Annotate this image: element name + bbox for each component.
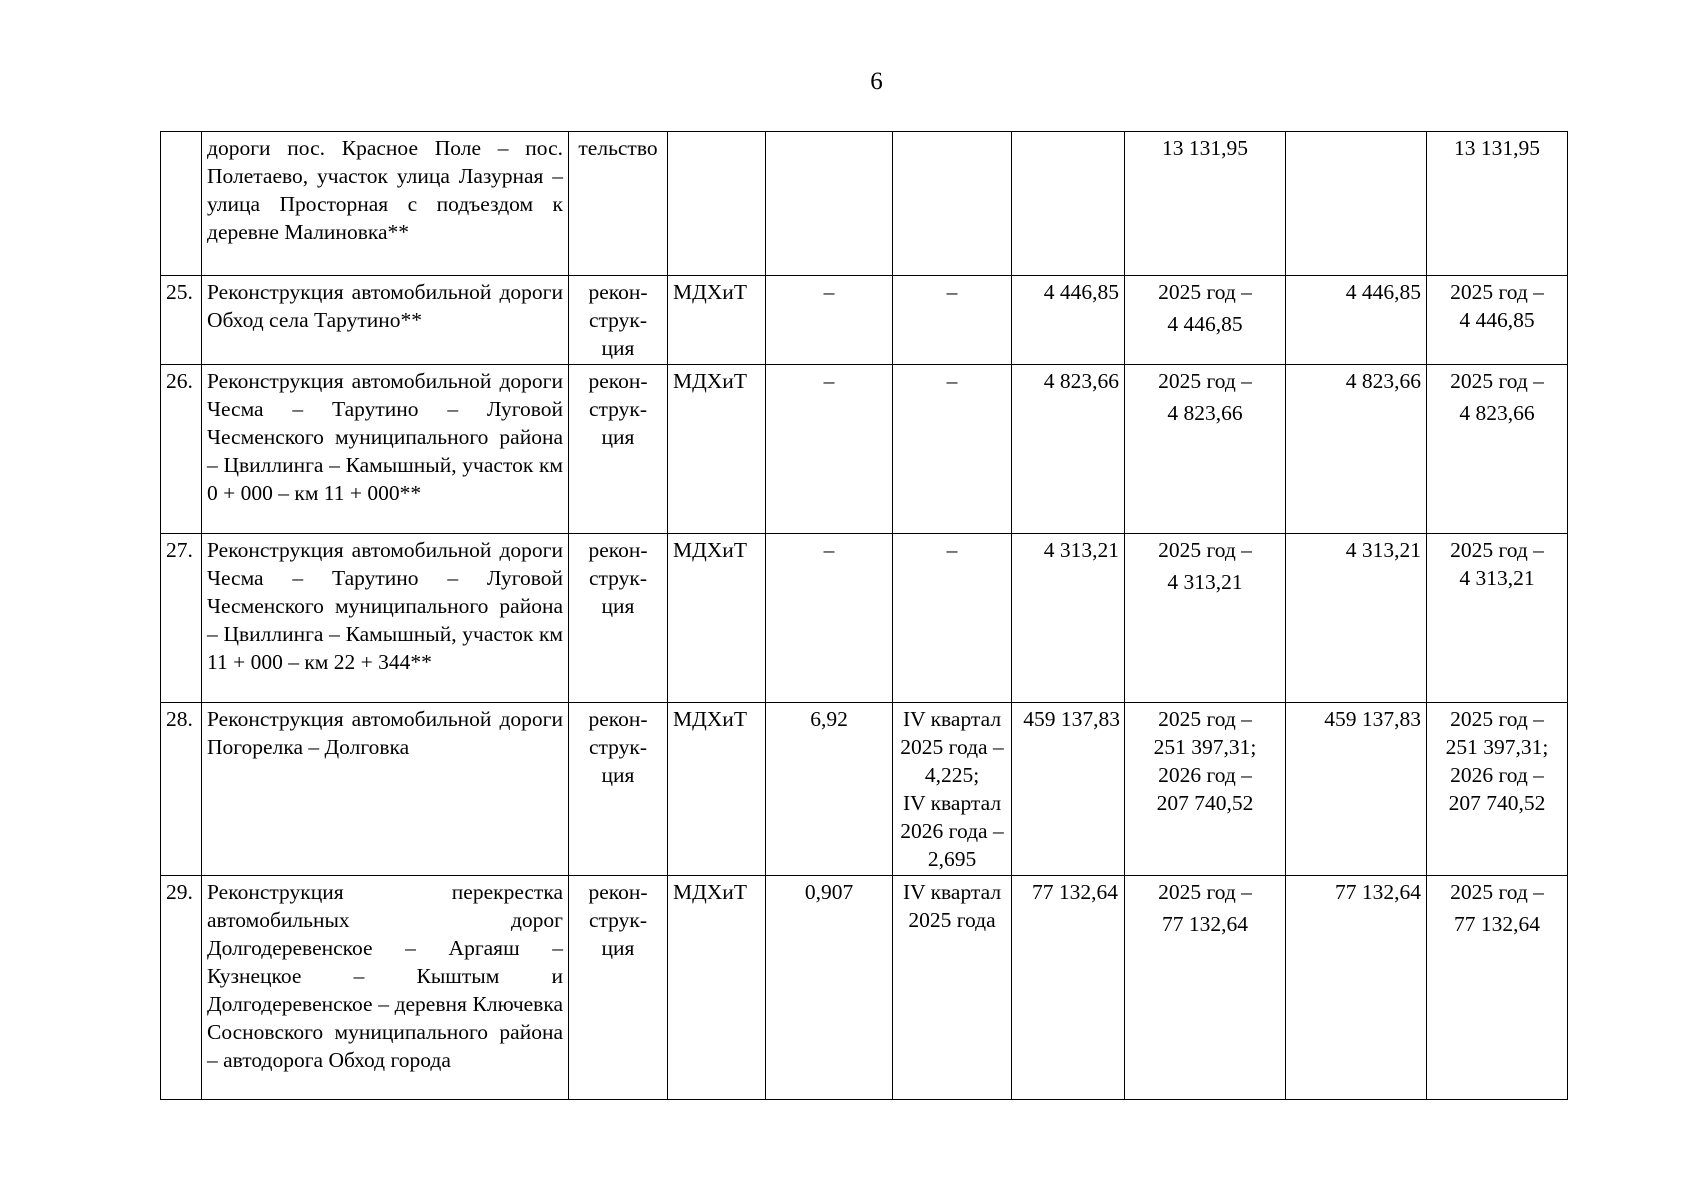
total-funding: 459 137,83: [1286, 703, 1427, 876]
planned-funding: [1125, 276, 1286, 365]
work-type-line: струк-: [588, 308, 648, 332]
row-number: 26.: [161, 365, 202, 534]
work-type-line: рекон-: [588, 369, 648, 393]
financing-line: 4 823,66: [1459, 401, 1535, 425]
estimated-cost: 4 446,85: [1012, 276, 1125, 365]
object-name: Реконструкция автомобильной дороги Погорелка – Долговка: [202, 703, 569, 876]
financing-line: 2025 год –: [1450, 369, 1544, 393]
work-type: [569, 365, 668, 534]
object-name: Реконструкция автомобильной дороги Обход села Тарутино**: [202, 276, 569, 365]
planned-funding-line: 77 132,64: [1162, 912, 1248, 936]
responsible-org: МДХиТ: [668, 276, 766, 365]
total-funding: [1286, 132, 1427, 276]
total-funding: 4 446,85: [1286, 276, 1427, 365]
financing-by-year: [1427, 876, 1568, 1100]
financing-by-year: [1427, 534, 1568, 703]
planned-funding-line: 251 397,31;: [1153, 735, 1257, 759]
total-funding: 4 823,66: [1286, 365, 1427, 534]
financing-by-year: [1427, 276, 1568, 365]
completion-term: –: [893, 534, 1012, 703]
responsible-org: МДХиТ: [668, 365, 766, 534]
work-type-line: струк-: [588, 397, 648, 421]
planned-funding-line: 2025 год –: [1158, 369, 1252, 393]
work-type-line: струк-: [588, 735, 648, 759]
financing-line: 2025 год –: [1450, 707, 1544, 731]
planned-funding-line: 4 823,66: [1167, 401, 1243, 425]
work-type-line: ция: [601, 594, 635, 618]
completion-term-line: 2025 года –: [900, 735, 1004, 759]
road-length: 6,92: [766, 703, 893, 876]
work-type-line: ция: [601, 425, 635, 449]
responsible-org: МДХиТ: [668, 703, 766, 876]
road-length: –: [766, 276, 893, 365]
estimated-cost: [1012, 132, 1125, 276]
completion-term: –: [893, 276, 1012, 365]
work-type: [569, 534, 668, 703]
responsible-org: [668, 132, 766, 276]
financing-line: 4 313,21: [1459, 566, 1535, 590]
work-type: [569, 876, 668, 1100]
completion-term-line: 2026 года –: [900, 819, 1004, 843]
planned-funding-line: 4 446,85: [1167, 312, 1243, 336]
completion-term: [893, 876, 1012, 1100]
table-row: [161, 365, 1568, 534]
work-type-line: рекон-: [588, 880, 648, 904]
responsible-org: МДХиТ: [668, 534, 766, 703]
financing-line: 2026 год –: [1450, 763, 1544, 787]
planned-funding: [1125, 703, 1286, 876]
road-length: –: [766, 365, 893, 534]
work-type-line: рекон-: [588, 707, 648, 731]
completion-term-line: 4,225;: [924, 763, 980, 787]
completion-term-line: 2025 года: [908, 908, 996, 932]
financing-by-year: [1427, 132, 1568, 276]
planned-funding: [1125, 876, 1286, 1100]
work-type-line: рекон-: [588, 538, 648, 562]
table-row: [161, 534, 1568, 703]
planned-funding: [1125, 534, 1286, 703]
row-number: 28.: [161, 703, 202, 876]
financing-line: 4 446,85: [1459, 308, 1535, 332]
object-name: Реконструкция автомобильной дороги Чесма – Тарутино – Луговой Чесменского муниципального района – Цвиллинга – Камышный, участок км 0 + 000 – км 11 + 000**: [202, 365, 569, 534]
object-name: Реконструкция автомобильной дороги Чесма – Тарутино – Луговой Чесменского муниципального района – Цвиллинга – Камышный, участок км 11 + 000 – км 22 + 344**: [202, 534, 569, 703]
road-length: –: [766, 534, 893, 703]
financing-line: 13 131,95: [1454, 136, 1540, 160]
financing-line: 2025 год –: [1450, 280, 1544, 304]
planned-funding: [1125, 132, 1286, 276]
completion-term-line: IV квартал: [902, 707, 1002, 731]
work-type: [569, 276, 668, 365]
work-type-line: ция: [601, 936, 635, 960]
planned-funding-line: 2025 год –: [1158, 538, 1252, 562]
estimated-cost: 77 132,64: [1012, 876, 1125, 1100]
table-row: [161, 132, 1568, 276]
completion-term: [893, 703, 1012, 876]
row-number: 29.: [161, 876, 202, 1100]
object-name: Реконструкция перекрестка автомобильных дорог Долгодеревенское – Аргаяш – Кузнецкое – Кыштым и Долгодеревенское – деревня Ключевка Сосновского муниципального района – автодорога Обход города: [202, 876, 569, 1100]
road-length: [766, 132, 893, 276]
road-length: 0,907: [766, 876, 893, 1100]
financing-line: 77 132,64: [1454, 912, 1540, 936]
estimated-cost: 459 137,83: [1012, 703, 1125, 876]
completion-term-line: IV квартал: [902, 791, 1002, 815]
work-type-line: ция: [601, 763, 635, 787]
responsible-org: МДХиТ: [668, 876, 766, 1100]
planned-funding-line: 2025 год –: [1158, 707, 1252, 731]
financing-by-year: [1427, 703, 1568, 876]
table-row: [161, 876, 1568, 1100]
planned-funding-line: 207 740,52: [1156, 791, 1254, 815]
completion-term: –: [893, 365, 1012, 534]
work-type-line: струк-: [588, 566, 648, 590]
work-type-line: ция: [601, 336, 635, 360]
work-type-line: рекон-: [588, 280, 648, 304]
planned-funding-line: 13 131,95: [1162, 136, 1248, 160]
financing-by-year: [1427, 365, 1568, 534]
planned-funding-line: 2025 год –: [1158, 880, 1252, 904]
objects-table: [160, 131, 1568, 1100]
planned-funding-line: 4 313,21: [1167, 570, 1243, 594]
table-row: [161, 703, 1568, 876]
estimated-cost: 4 823,66: [1012, 365, 1125, 534]
completion-term: [893, 132, 1012, 276]
total-funding: 4 313,21: [1286, 534, 1427, 703]
completion-term-line: IV квартал: [902, 880, 1002, 904]
completion-term-line: 2,695: [927, 847, 977, 871]
row-number: 25.: [161, 276, 202, 365]
object-name: дороги пос. Красное Поле – пос. Полетаево, участок улица Лазурная – улица Просторная с подъездом к деревне Малиновка**: [202, 132, 569, 276]
estimated-cost: 4 313,21: [1012, 534, 1125, 703]
row-number: [161, 132, 202, 276]
planned-funding: [1125, 365, 1286, 534]
work-type: тельство: [569, 132, 668, 276]
planned-funding-line: 2025 год –: [1158, 280, 1252, 304]
financing-line: 251 397,31;: [1445, 735, 1549, 759]
financing-line: 2025 год –: [1450, 880, 1544, 904]
work-type-line: струк-: [588, 908, 648, 932]
planned-funding-line: 2026 год –: [1158, 763, 1252, 787]
work-type: [569, 703, 668, 876]
table-row: [161, 276, 1568, 365]
financing-line: 207 740,52: [1448, 791, 1546, 815]
page-number: 6: [870, 68, 883, 95]
row-number: 27.: [161, 534, 202, 703]
total-funding: 77 132,64: [1286, 876, 1427, 1100]
financing-line: 2025 год –: [1450, 538, 1544, 562]
